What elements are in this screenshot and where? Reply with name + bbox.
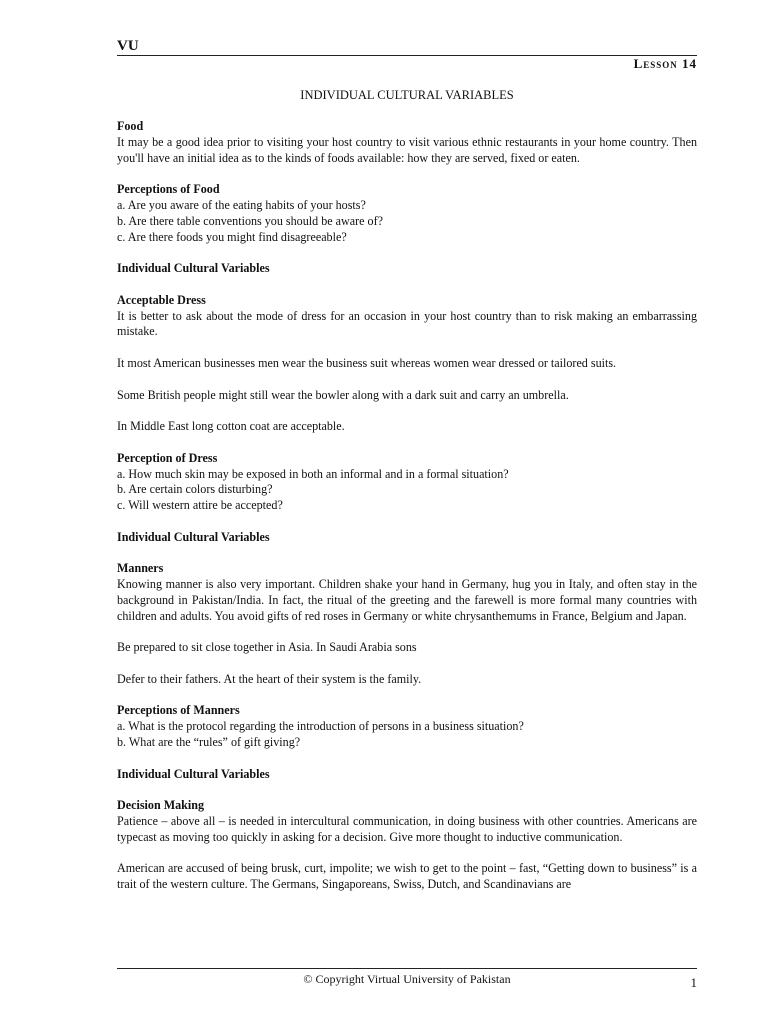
section-heading: Perceptions of Food	[117, 182, 220, 197]
header-rule	[117, 55, 697, 56]
paragraph: Patience – above all – is needed in intercultural communication, in doing business with other countries. Americans are typecast as moving too quickly in asking for a decision. Give more thought to inductive communication.	[117, 814, 697, 844]
paragraph: Defer to their fathers. At the heart of their system is the family.	[117, 671, 422, 686]
paragraph: Some British people might still wear the bowler along with a dark suit and carry an umbrella.	[117, 387, 569, 402]
section-heading: Decision Making	[117, 798, 205, 813]
list-item: c. Will western attire be accepted?	[117, 498, 283, 513]
paragraph: It most American businesses men wear the business suit whereas women wear dressed or tailored suits.	[117, 355, 617, 370]
paragraph: American are accused of being brusk, curt, impolite; we wish to get to the point – fast, “Getting down to business” is a trait of the western culture. The Germans, Singaporeans, Swiss, Dutch, and Scandinavians are	[117, 861, 697, 892]
section-heading: Manners	[117, 561, 164, 576]
list-item: c. Are there foods you might find disagreeable?	[117, 229, 347, 244]
paragraph: It is better to ask about the mode of dress for an occasion in your host country than to risk making an embarrassing mistake.	[117, 308, 697, 339]
section-heading: Perception of Dress	[117, 450, 218, 465]
lesson-label: Lesson 14	[633, 56, 697, 71]
list-item: b. Are there table conventions you should be aware of?	[117, 213, 383, 228]
paragraph: Be prepared to sit close together in Asia. In Saudi Arabia sons	[117, 640, 417, 655]
list-item: b. Are certain colors disturbing?	[117, 482, 273, 497]
section-heading: Food	[117, 119, 144, 133]
list-item: a. How much skin may be exposed in both an informal and in a formal situation?	[117, 466, 509, 481]
paragraph: Knowing manner is also very important. Children shake your hand in Germany, hug you in Italy, and often stay in the background in Pakistan/India. In fact, the ritual of the greeting and the farewell is more formal many countries with children and adults. You avoid gifts of red roses in Germany or white chrysanthemums in France, Belgium and Japan.	[117, 577, 697, 623]
list-item: a. What is the protocol regarding the introduction of persons in a business situation?	[117, 719, 524, 734]
section-heading: Acceptable Dress	[117, 292, 206, 307]
page-number: 1	[690, 975, 697, 990]
section-heading: Individual Cultural Variables	[117, 529, 270, 544]
paragraph: In Middle East long cotton coat are acceptable.	[117, 419, 345, 434]
header-brand: VU	[117, 38, 139, 54]
document-body	[117, 119, 697, 909]
list-item: b. What are the “rules” of gift giving?	[117, 735, 301, 750]
paragraph: It may be a good idea prior to visiting your host country to visit various ethnic restaurants in your home country. Then you'll have an initial idea as to the kinds of foods available: how they are served, fixed or eaten.	[117, 134, 697, 165]
section-heading: Individual Cultural Variables	[117, 766, 270, 781]
document-page	[117, 0, 697, 1024]
footer-rule	[117, 968, 697, 969]
copyright-notice: © Copyright Virtual University of Pakistan	[303, 972, 511, 986]
section-heading: Individual Cultural Variables	[117, 261, 270, 276]
section-heading: Perceptions of Manners	[117, 703, 240, 718]
page-title: INDIVIDUAL CULTURAL VARIABLES	[300, 88, 514, 102]
list-item: a. Are you aware of the eating habits of your hosts?	[117, 197, 366, 212]
